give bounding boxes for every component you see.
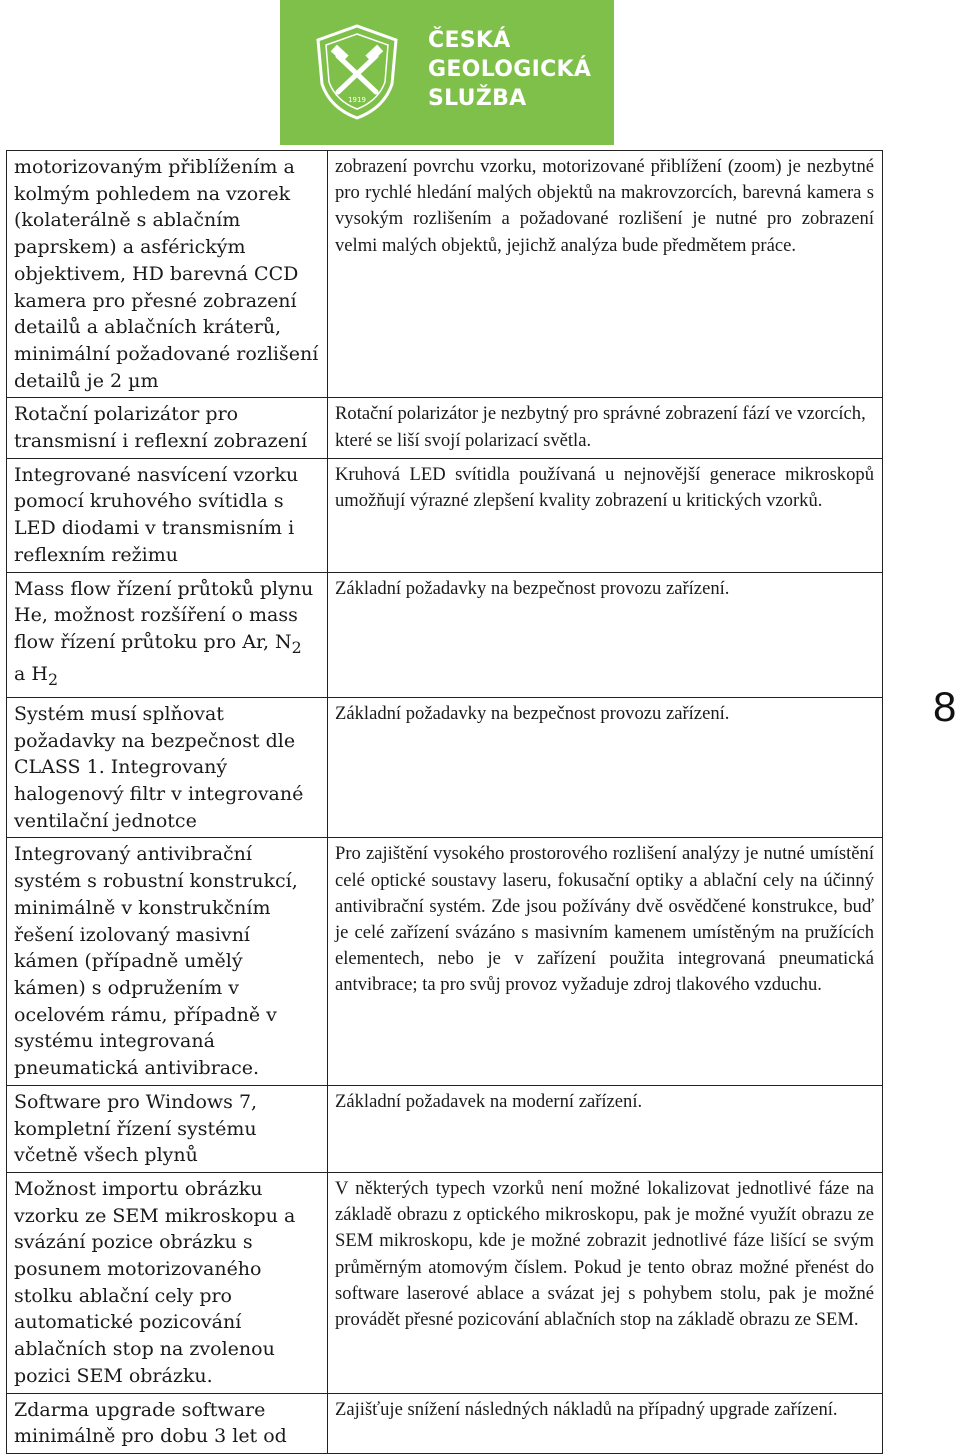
justification-cell: zobrazení povrchu vzorku, motorizované přiblížení (zoom) je nezbytné pro rychlé hledání malých objektů na makrovzorcích, barevná kamera s vysokým rozlišením a požadované rozlišení je nutné pro zobrazení velmi malých objektů, jejichž analýza bude předmětem práce. [328, 151, 883, 398]
subscript-2: 2 [291, 637, 302, 657]
page-number: 8 [933, 683, 957, 730]
justification-cell: Základní požadavek na moderní zařízení. [328, 1085, 883, 1172]
requirement-cell: Integrované nasvícení vzorku pomocí kruhového svítidla s LED diodami v transmisním i reflexním režimu [7, 458, 328, 572]
requirement-cell [7, 572, 328, 697]
justification-cell: Základní požadavky na bezpečnost provozu zařízení. [328, 572, 883, 697]
requirement-cell: Rotační polarizátor pro transmisní i reflexní zobrazení [7, 398, 328, 458]
requirement-cell: Zdarma upgrade software minimálně pro dobu 3 let od [7, 1393, 328, 1453]
specification-table [6, 150, 883, 1454]
table-row [7, 1172, 883, 1393]
justification-cell: Základní požadavky na bezpečnost provozu zařízení. [328, 697, 883, 838]
logo-line-1: ČESKÁ [428, 28, 511, 53]
table-row [7, 458, 883, 572]
requirement-cell: Integrovaný antivibrační systém s robustní konstrukcí, minimálně v konstrukčním řešení izolovaný masivní kámen (případně umělý kámen) s odpružením v ocelovém rámu, případně v systému integrovaná pneumatická antivibrace. [7, 838, 328, 1085]
justification-cell: Pro zajištění vysokého prostorového rozlišení analýzy je nutné umístění celé optické soustavy laseru, fokusační optiky a ablační cely na účinný antivibrační systém. Zde jsou požívány dvě osvědčené konstrukce, buď je celé zařízení svázáno s masivním kamenem umístěným na pružících elementech, nebo je v zařízení použita integrovaná pneumatická antvibrace; ta pro svůj provoz vyžaduje zdroj tlakového vzduchu. [328, 838, 883, 1085]
svg-text:1919: 1919 [348, 96, 366, 104]
geological-survey-seal-icon [312, 22, 402, 122]
requirement-cell: Software pro Windows 7, kompletní řízení systému včetně všech plynů [7, 1085, 328, 1172]
justification-cell: Zajišťuje snížení následných nákladů na případný upgrade zařízení. [328, 1393, 883, 1453]
justification-cell: V některých typech vzorků není možné lokalizovat jednotlivé fáze na základě obrazu z optického mikroskopu, pak je možné využít obrazu ze SEM mikroskopu, kde je možné zobrazit jednotlivé fáze lišící se svým průměrným atomovým číslem. Pokud je tento obraz možné přenést do software laserové ablace a svázat jej s pohybem stolu, pak je možné provádět přesné pozicování ablačních stop na základě obrazu ze SEM. [328, 1172, 883, 1393]
requirement-cell: Možnost importu obrázku vzorku ze SEM mikroskopu a svázání pozice obrázku s posunem motorizovaného stolku ablační cely pro automatické pozicování ablačních stop na zvolenou pozici SEM obrázku. [7, 1172, 328, 1393]
justification-cell: Rotační polarizátor je nezbytný pro správné zobrazení fází ve vzorcích, které se liší svojí polarizací světla. [328, 398, 883, 458]
table-row [7, 572, 883, 697]
table-row [7, 151, 883, 398]
table-row [7, 398, 883, 458]
requirement-cell: motorizovaným přiblížením a kolmým pohledem na vzorek (kolaterálně s ablačním paprskem) a asférickým objektivem, HD barevná CCD kamera pro přesné zobrazení detailů a ablačních kráterů, minimální požadované rozlišení detailů je 2 µm [7, 151, 328, 398]
subscript-2: 2 [47, 670, 59, 690]
logo-line-3: SLUŽBA [428, 86, 527, 111]
requirement-text-mid: a H [14, 663, 48, 686]
table-row [7, 1085, 883, 1172]
table-row [7, 1393, 883, 1453]
logo-wordmark [428, 26, 591, 113]
justification-cell: Kruhová LED svítidla používaná u nejnovější generace mikroskopů umožňují výrazné zlepšení kvality zobrazení u kritických vzorků. [328, 458, 883, 572]
requirement-cell: Systém musí splňovat požadavky na bezpečnost dle CLASS 1. Integrovaný halogenový filtr v integrované ventilační jednotce [7, 697, 328, 838]
logo-line-2: GEOLOGICKÁ [428, 57, 592, 82]
table-row [7, 697, 883, 838]
requirement-text: Mass flow řízení průtoků plynu He, možnost rozšíření o mass flow řízení průtoku pro Ar, N [14, 577, 314, 653]
logo-banner [280, 0, 614, 145]
table-row [7, 838, 883, 1085]
